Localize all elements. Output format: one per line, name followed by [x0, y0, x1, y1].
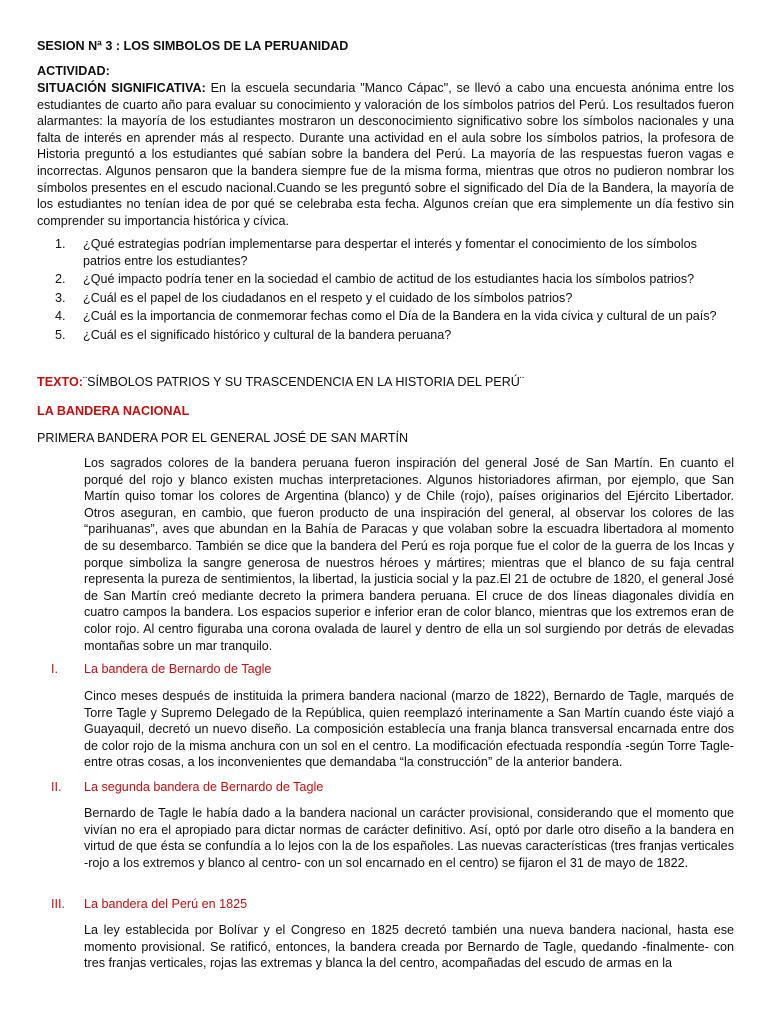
- activity-label: ACTIVIDAD:: [37, 64, 110, 78]
- section-numeral: III.: [51, 897, 65, 911]
- situation-label: SITUACIÓN SIGNIFICATIVA:: [37, 81, 206, 95]
- section-title: La segunda bandera de Bernardo de Tagle: [84, 780, 324, 794]
- section-paragraph-2: Bernardo de Tagle le había dado a la bandera nacional un carácter provisional, considerando que el momento que vivían no era el apropiado para dictar normas de carácter definitivo. Así, optó por darle otro diseño a la bandera en virtud de que ésta se confundía a lo lejos con la de los españoles. Las nuevas características (tres franjas verticales -rojo a los extremos y blanco al centro- con un sol encarnado en el centro) se fijaron el 31 de mayo de 1822.: [84, 806, 734, 870]
- session-title: SESION Nª 3 : LOS SIMBOLOS DE LA PERUANIDAD: [37, 39, 349, 53]
- questions-list: [37, 236, 734, 346]
- section-numeral: II.: [51, 780, 62, 794]
- texto-heading: [37, 374, 734, 391]
- section-paragraph-1: Cinco meses después de instituida la primera bandera nacional (marzo de 1822), Bernardo de Tagle, marqués de Torre Tagle y Supremo Delegado de la República, quien reemplazó interinamente a San Martín cuando éste viajó a Guayaquil, decretó un nuevo diseño. La composición establecía una franja blanca transversal encarnada entre dos de color rojo de la misma anchura con un sol en el centro. La modificación efectuada respondía -según Torre Tagle- entre otras cosas, a los inconvenientes que demandaba “la construcción” de la anterior bandera.: [84, 689, 734, 770]
- question-number: 3.: [55, 290, 66, 305]
- section-paragraph-3: La ley establecida por Bolívar y el Congreso en 1825 decretó también una nueva bandera nacional, hasta ese momento provisional. Se ratificó, entonces, la bandera creada por Bernardo de Tagle, quedando -finalmente- con tres franjas verticales, rojas las extremas y blanca la del centro, acompañadas del escudo de armas en la: [84, 923, 734, 971]
- question-item: [37, 308, 734, 325]
- question-number: 1.: [55, 237, 66, 251]
- subheading: PRIMERA BANDERA POR EL GENERAL JOSÉ DE SAN MARTÍN: [37, 431, 409, 445]
- question-number: 4.: [55, 309, 66, 324]
- section-title: La bandera de Bernardo de Tagle: [84, 662, 272, 676]
- texto-label: TEXTO:: [37, 375, 83, 389]
- intro-paragraph: Los sagrados colores de la bandera peruana fueron inspiración del general José de San Martín. En cuanto el porqué del rojo y blanco existen muchas interpretaciones. Algunos historiadores afirman, por ejemplo, que San Martín quiso tomar los colores de Argentina (blanco) y de Chile (rojo), países originarios del Ejército Libertador. Otros aseguran, en cambio, que fueron producto de una inspiración del general, al observar los colores de las “parihuanas”, aves que abundan en la Bahía de Paracas y que volaban sobre la escuadra libertadora al momento de su desembarco. También se dice que la bandera del Perú es roja porque fue el color de la guerra de los Incas y porque simboliza la sangre generosa de nuestros héroes y mártires; mientras que el blanco de su faja central representa la pureza de sentimientos, la libertad, la justicia social y la paz.El 21 de octubre de 1820, el general José de San Martín creó mediante decreto la primera bandera peruana. El cruce de dos líneas diagonales dividía en cuatro campos la bandera. Los espacios superior e inferior eran de color blanco, mientras que los extremos eran de color rojo. Al centro figuraba una corona ovalada de laurel y dentro de ella un sol surgiendo por detrás de elevadas montañas sobre un mar tranquilo.: [84, 456, 734, 653]
- question-text: ¿Qué impacto podría tener en la sociedad el cambio de actitud de los estudiantes hacia los símbolos patrios?: [83, 272, 695, 287]
- situation-text: En la escuela secundaria "Manco Cápac", se llevó a cabo una encuesta anónima entre los estudiantes de cuarto año para evaluar su conocimiento y valoración de los símbolos patrios del Perú. Los resultados fueron alarmantes: la mayoría de los estudiantes mostraron un desconocimiento significativo sobre los símbolos nacionales y una falta de interés en aprender más al respecto. Durante una actividad en el aula sobre los símbolos patrios, la profesora de Historia preguntó a los estudiantes qué sabían sobre la bandera del Perú. La mayoría de las respuestas fueron vagas e incorrectas. Algunos pensaron que la bandera siempre fue de la misma forma, mientras que otros no pudieron nombrar los símbolos presentes en el escudo nacional.Cuando se les preguntó sobre el significado del Día de la Bandera, la mayoría de los estudiantes no tenían idea de por qué se celebraba esta fecha. Algunos creían que era simplemente un día festivo sin comprender su importancia histórica y cívica.: [37, 81, 734, 228]
- question-text: ¿Cuál es el papel de los ciudadanos en el respeto y el cuidado de los símbolos patrios?: [83, 290, 573, 305]
- question-text: ¿Cuál es el significado histórico y cultural de la bandera peruana?: [83, 327, 452, 342]
- question-number: 5.: [55, 327, 66, 342]
- section-title: La bandera del Perú en 1825: [84, 897, 248, 911]
- question-item: [37, 271, 734, 288]
- question-text: ¿Cuál es la importancia de conmemorar fechas como el Día de la Bandera en la vida cívica y cultural de un país?: [83, 309, 717, 324]
- situation-paragraph: [37, 80, 734, 229]
- section-numeral: I.: [51, 662, 58, 676]
- texto-title: ¨SÍMBOLOS PATRIOS Y SU TRASCENDENCIA EN LA HISTORIA DEL PERÚ¨: [82, 375, 525, 389]
- section-heading: LA BANDERA NACIONAL: [37, 404, 190, 418]
- question-item: [37, 236, 734, 269]
- question-item: [37, 290, 734, 307]
- question-item: [37, 327, 734, 344]
- question-text: ¿Qué estrategias podrían implementarse para despertar el interés y fomentar el conocimiento de los símbolos patrios entre los estudiantes?: [83, 237, 697, 268]
- question-number: 2.: [55, 272, 66, 287]
